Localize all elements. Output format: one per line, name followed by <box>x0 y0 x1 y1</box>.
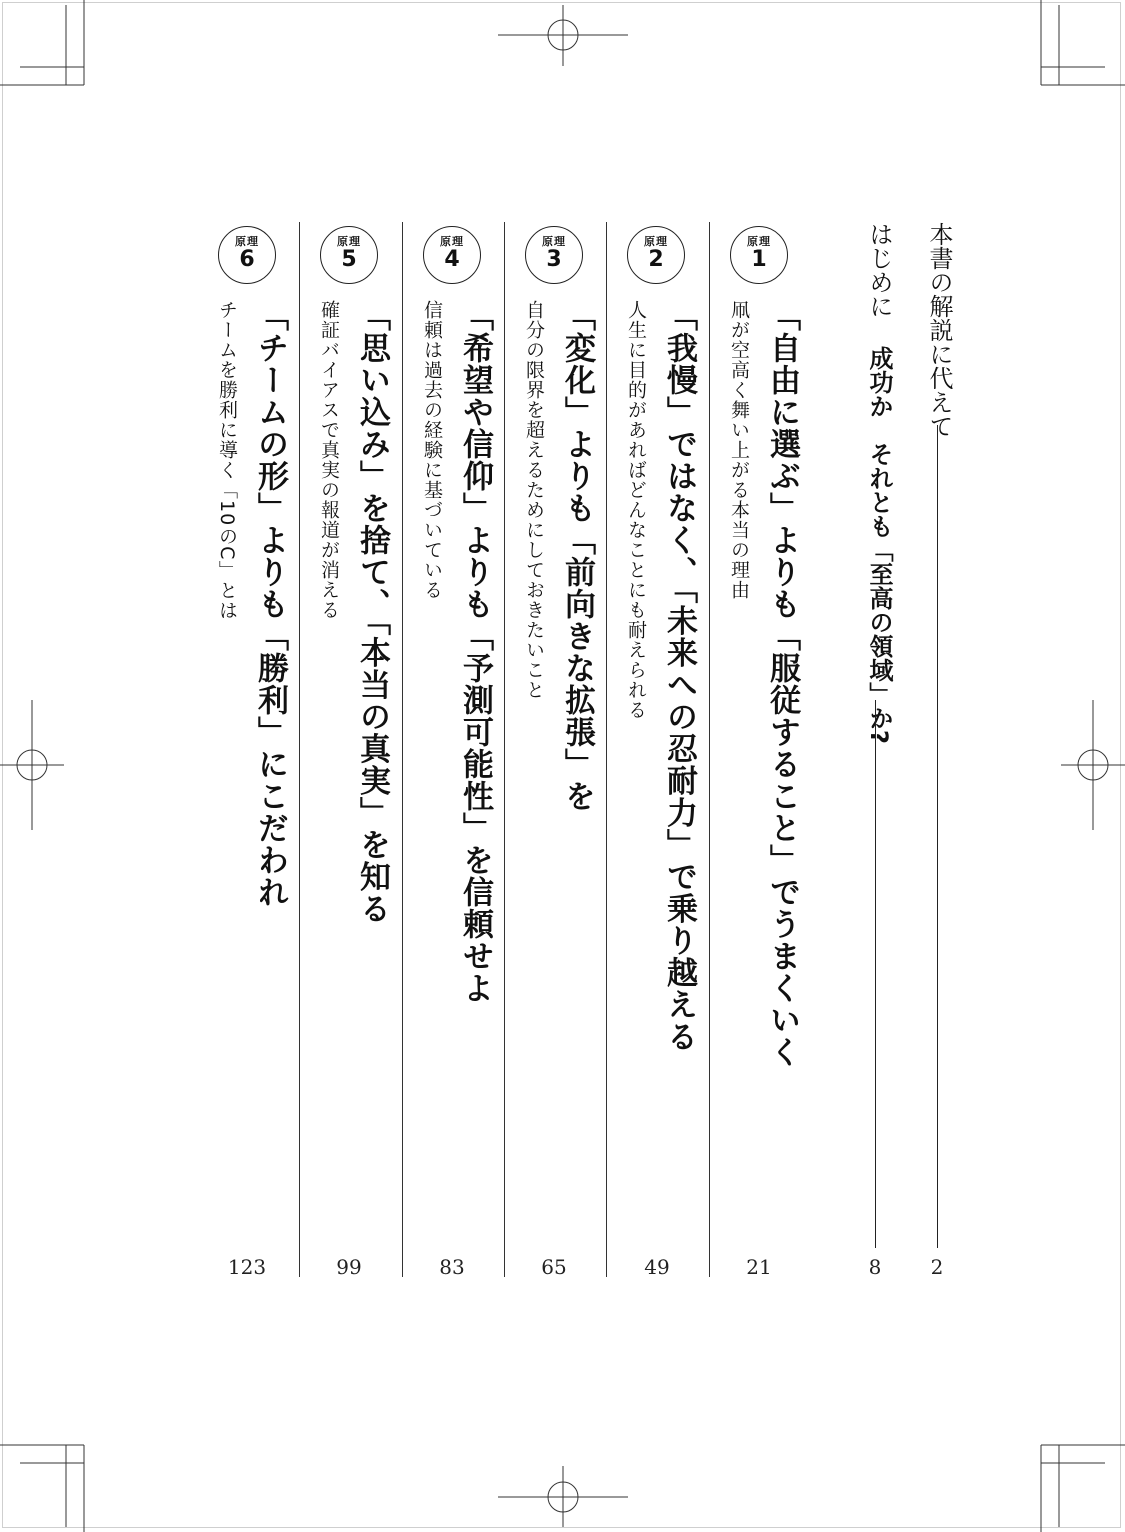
chapter-subtitle: 信頼は過去の経験に基づいている <box>421 300 443 600</box>
badge-number: 1 <box>751 247 767 272</box>
column-divider <box>504 222 505 1277</box>
chapter-title: 「自由に選ぶ」よりも「服従すること」でうまくいく <box>764 300 800 1068</box>
column-divider <box>299 222 300 1277</box>
toc-leader <box>937 425 938 1248</box>
badge-label: 原理 <box>644 235 668 248</box>
column-divider <box>402 222 403 1277</box>
page-number: 49 <box>644 1255 670 1279</box>
page-number: 21 <box>746 1255 772 1279</box>
badge-label: 原理 <box>235 235 259 248</box>
badge-number: 2 <box>648 247 664 272</box>
page-number: 65 <box>541 1255 567 1279</box>
page-number: 123 <box>227 1255 267 1279</box>
chapter-subtitle: チームを勝利に導く「10のC」とは <box>216 300 238 621</box>
badge-label: 原理 <box>440 235 464 248</box>
badge-label: 原理 <box>747 235 771 248</box>
badge-label: 原理 <box>337 235 361 248</box>
chapter-badge <box>218 226 276 284</box>
chapter-title: 「チームの形」よりも「勝利」にこだわれ <box>252 300 288 908</box>
introduction-title: 成功か それとも「至高の領域」か? <box>865 346 893 744</box>
badge-number: 5 <box>341 247 357 272</box>
chapter-title: 「我慢」ではなく、「未来への忍耐力」で乗り越える <box>661 300 697 1053</box>
page-number: 8 <box>868 1255 882 1279</box>
toc-entry-preface <box>922 222 957 438</box>
chapter-subtitle: 凧が空高く舞い上がる本当の理由 <box>728 300 750 600</box>
chapter-badge <box>627 226 685 284</box>
page-number: 83 <box>439 1255 465 1279</box>
badge-number: 4 <box>444 247 460 272</box>
column-divider <box>606 222 607 1277</box>
page-number: 99 <box>336 1255 362 1279</box>
chapter-subtitle: 人生に目的があればどんなことにも耐えられる <box>625 300 647 720</box>
column-divider <box>709 222 710 1277</box>
badge-label: 原理 <box>542 235 566 248</box>
badge-number: 6 <box>239 247 255 272</box>
chapter-title: 「思い込み」を捨て、「本当の真実」を知る <box>354 300 390 925</box>
introduction-label: はじめに <box>865 222 893 318</box>
chapter-badge <box>730 226 788 284</box>
chapter-subtitle: 確証バイアスで真実の報道が消える <box>318 300 340 620</box>
toc-entry-introduction <box>862 222 897 744</box>
chapter-subtitle: 自分の限界を超えるためにしておきたいこと <box>523 300 545 700</box>
page-number: 2 <box>930 1255 944 1279</box>
chapter-title: 「希望や信仰」よりも「予測可能性」を信頼せよ <box>457 300 493 1004</box>
chapter-badge <box>423 226 481 284</box>
chapter-badge <box>525 226 583 284</box>
chapter-badge <box>320 226 378 284</box>
preface-title: 本書の解説に代えて <box>925 222 953 438</box>
toc-leader <box>875 700 876 1248</box>
chapter-title: 「変化」よりも「前向きな拡張」を <box>559 300 595 812</box>
badge-number: 3 <box>546 247 562 272</box>
